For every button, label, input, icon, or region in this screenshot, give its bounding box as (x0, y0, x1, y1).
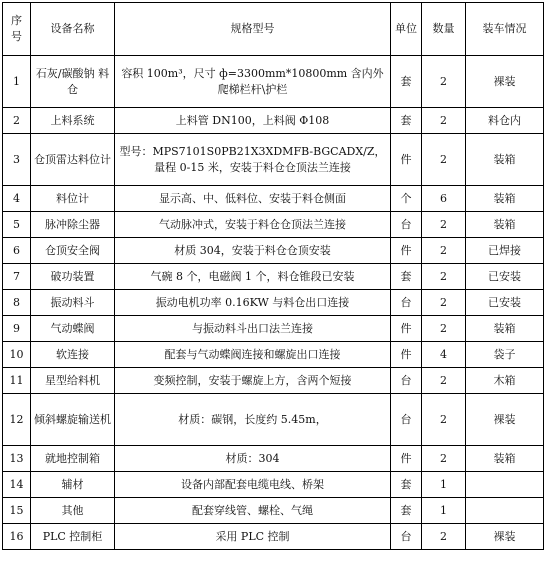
unit-cell: 台 (391, 394, 422, 446)
row-number-cell: 8 (3, 290, 31, 316)
table-row (3, 108, 544, 134)
quantity-cell: 6 (422, 186, 466, 212)
header-status: 装车情况 (466, 3, 544, 56)
quantity-cell: 4 (422, 342, 466, 368)
quantity-cell: 2 (422, 290, 466, 316)
header-name: 设备名称 (31, 3, 115, 56)
table-row (3, 472, 544, 498)
loading-status-cell: 装箱 (466, 212, 544, 238)
quantity-cell: 2 (422, 264, 466, 290)
row-number-cell: 5 (3, 212, 31, 238)
loading-status-cell (466, 472, 544, 498)
row-number-cell: 12 (3, 394, 31, 446)
quantity-cell: 2 (422, 446, 466, 472)
unit-cell: 件 (391, 446, 422, 472)
unit-cell: 台 (391, 368, 422, 394)
row-number-cell: 3 (3, 134, 31, 186)
spec-cell: 型号：MPS7101S0PB21X3XDMFB-BGCADX/Z，量程 0-15 米，安装于料仓仓顶法兰连接 (115, 134, 391, 186)
equipment-table (2, 2, 544, 550)
spec-cell: 显示高、中、低料位、安装于料仓侧面 (115, 186, 391, 212)
table-row (3, 212, 544, 238)
device-name-cell: 破功装置 (31, 264, 115, 290)
quantity-cell: 2 (422, 134, 466, 186)
loading-status-cell: 装箱 (466, 446, 544, 472)
spec-cell: 变频控制，安装于螺旋上方，含两个短接 (115, 368, 391, 394)
spec-cell: 配套与气动蝶阀连接和螺旋出口连接 (115, 342, 391, 368)
loading-status-cell: 已焊接 (466, 238, 544, 264)
header-unit: 单位 (391, 3, 422, 56)
loading-status-cell: 料仓内 (466, 108, 544, 134)
table-row (3, 342, 544, 368)
spec-cell: 设备内部配套电缆电线、桥架 (115, 472, 391, 498)
header-spec: 规格型号 (115, 3, 391, 56)
unit-cell: 件 (391, 134, 422, 186)
table-row (3, 238, 544, 264)
device-name-cell: 气动蝶阀 (31, 316, 115, 342)
table-row (3, 290, 544, 316)
table-row (3, 394, 544, 446)
row-number-cell: 6 (3, 238, 31, 264)
loading-status-cell: 木箱 (466, 368, 544, 394)
device-name-cell: PLC 控制柜 (31, 524, 115, 550)
quantity-cell: 2 (422, 368, 466, 394)
row-number-cell: 9 (3, 316, 31, 342)
device-name-cell: 脉冲除尘器 (31, 212, 115, 238)
loading-status-cell: 已安装 (466, 264, 544, 290)
quantity-cell: 2 (422, 524, 466, 550)
row-number-cell: 15 (3, 498, 31, 524)
loading-status-cell: 裸装 (466, 394, 544, 446)
device-name-cell: 就地控制箱 (31, 446, 115, 472)
quantity-cell: 2 (422, 316, 466, 342)
header-qty: 数量 (422, 3, 466, 56)
spec-cell: 与振动料斗出口法兰连接 (115, 316, 391, 342)
table-row (3, 524, 544, 550)
unit-cell: 台 (391, 212, 422, 238)
loading-status-cell: 装箱 (466, 134, 544, 186)
row-number-cell: 11 (3, 368, 31, 394)
header-no: 序号 (3, 3, 31, 56)
device-name-cell: 石灰/碳酸钠 料仓 (31, 56, 115, 108)
device-name-cell: 星型给料机 (31, 368, 115, 394)
unit-cell: 套 (391, 108, 422, 134)
unit-cell: 件 (391, 342, 422, 368)
loading-status-cell: 已安装 (466, 290, 544, 316)
loading-status-cell (466, 498, 544, 524)
unit-cell: 个 (391, 186, 422, 212)
table-row (3, 446, 544, 472)
loading-status-cell: 袋子 (466, 342, 544, 368)
quantity-cell: 2 (422, 56, 466, 108)
spec-cell: 配套穿线管、螺栓、气绳 (115, 498, 391, 524)
row-number-cell: 14 (3, 472, 31, 498)
spec-cell: 上料管 DN100，上料阀 Φ108 (115, 108, 391, 134)
row-number-cell: 7 (3, 264, 31, 290)
table-row (3, 186, 544, 212)
loading-status-cell: 裸装 (466, 56, 544, 108)
quantity-cell: 2 (422, 212, 466, 238)
unit-cell: 套 (391, 498, 422, 524)
spec-cell: 采用 PLC 控制 (115, 524, 391, 550)
row-number-cell: 2 (3, 108, 31, 134)
unit-cell: 件 (391, 238, 422, 264)
quantity-cell: 2 (422, 108, 466, 134)
device-name-cell: 料位计 (31, 186, 115, 212)
table-row (3, 134, 544, 186)
unit-cell: 套 (391, 472, 422, 498)
unit-cell: 台 (391, 290, 422, 316)
row-number-cell: 13 (3, 446, 31, 472)
loading-status-cell: 裸装 (466, 524, 544, 550)
quantity-cell: 1 (422, 472, 466, 498)
loading-status-cell: 装箱 (466, 186, 544, 212)
quantity-cell: 2 (422, 238, 466, 264)
spec-cell: 振动电机功率 0.16KW 与料仓出口连接 (115, 290, 391, 316)
table-row (3, 56, 544, 108)
spec-cell: 容积 100m³，尺寸 ф=3300mm*10800mm 含内外爬梯栏杆\护栏 (115, 56, 391, 108)
device-name-cell: 振动料斗 (31, 290, 115, 316)
table-row (3, 264, 544, 290)
row-number-cell: 10 (3, 342, 31, 368)
row-number-cell: 16 (3, 524, 31, 550)
table-row (3, 316, 544, 342)
loading-status-cell: 装箱 (466, 316, 544, 342)
row-number-cell: 1 (3, 56, 31, 108)
spec-cell: 气动脉冲式，安装于料仓仓顶法兰连接 (115, 212, 391, 238)
unit-cell: 套 (391, 264, 422, 290)
device-name-cell: 倾斜螺旋输送机 (31, 394, 115, 446)
device-name-cell: 仓顶安全阀 (31, 238, 115, 264)
device-name-cell: 其他 (31, 498, 115, 524)
unit-cell: 台 (391, 524, 422, 550)
table-row (3, 368, 544, 394)
device-name-cell: 辅材 (31, 472, 115, 498)
spec-cell: 材质：碳钢，长度约 5.45m， (115, 394, 391, 446)
row-number-cell: 4 (3, 186, 31, 212)
unit-cell: 件 (391, 316, 422, 342)
quantity-cell: 2 (422, 394, 466, 446)
quantity-cell: 1 (422, 498, 466, 524)
spec-cell: 材质：304 (115, 446, 391, 472)
device-name-cell: 上料系统 (31, 108, 115, 134)
table-row (3, 498, 544, 524)
spec-cell: 气碗 8 个，电磁阀 1 个，料仓锥段已安装 (115, 264, 391, 290)
unit-cell: 套 (391, 56, 422, 108)
header-row (3, 3, 544, 56)
device-name-cell: 仓顶雷达料位计 (31, 134, 115, 186)
spec-cell: 材质 304，安装于料仓仓顶安装 (115, 238, 391, 264)
device-name-cell: 软连接 (31, 342, 115, 368)
